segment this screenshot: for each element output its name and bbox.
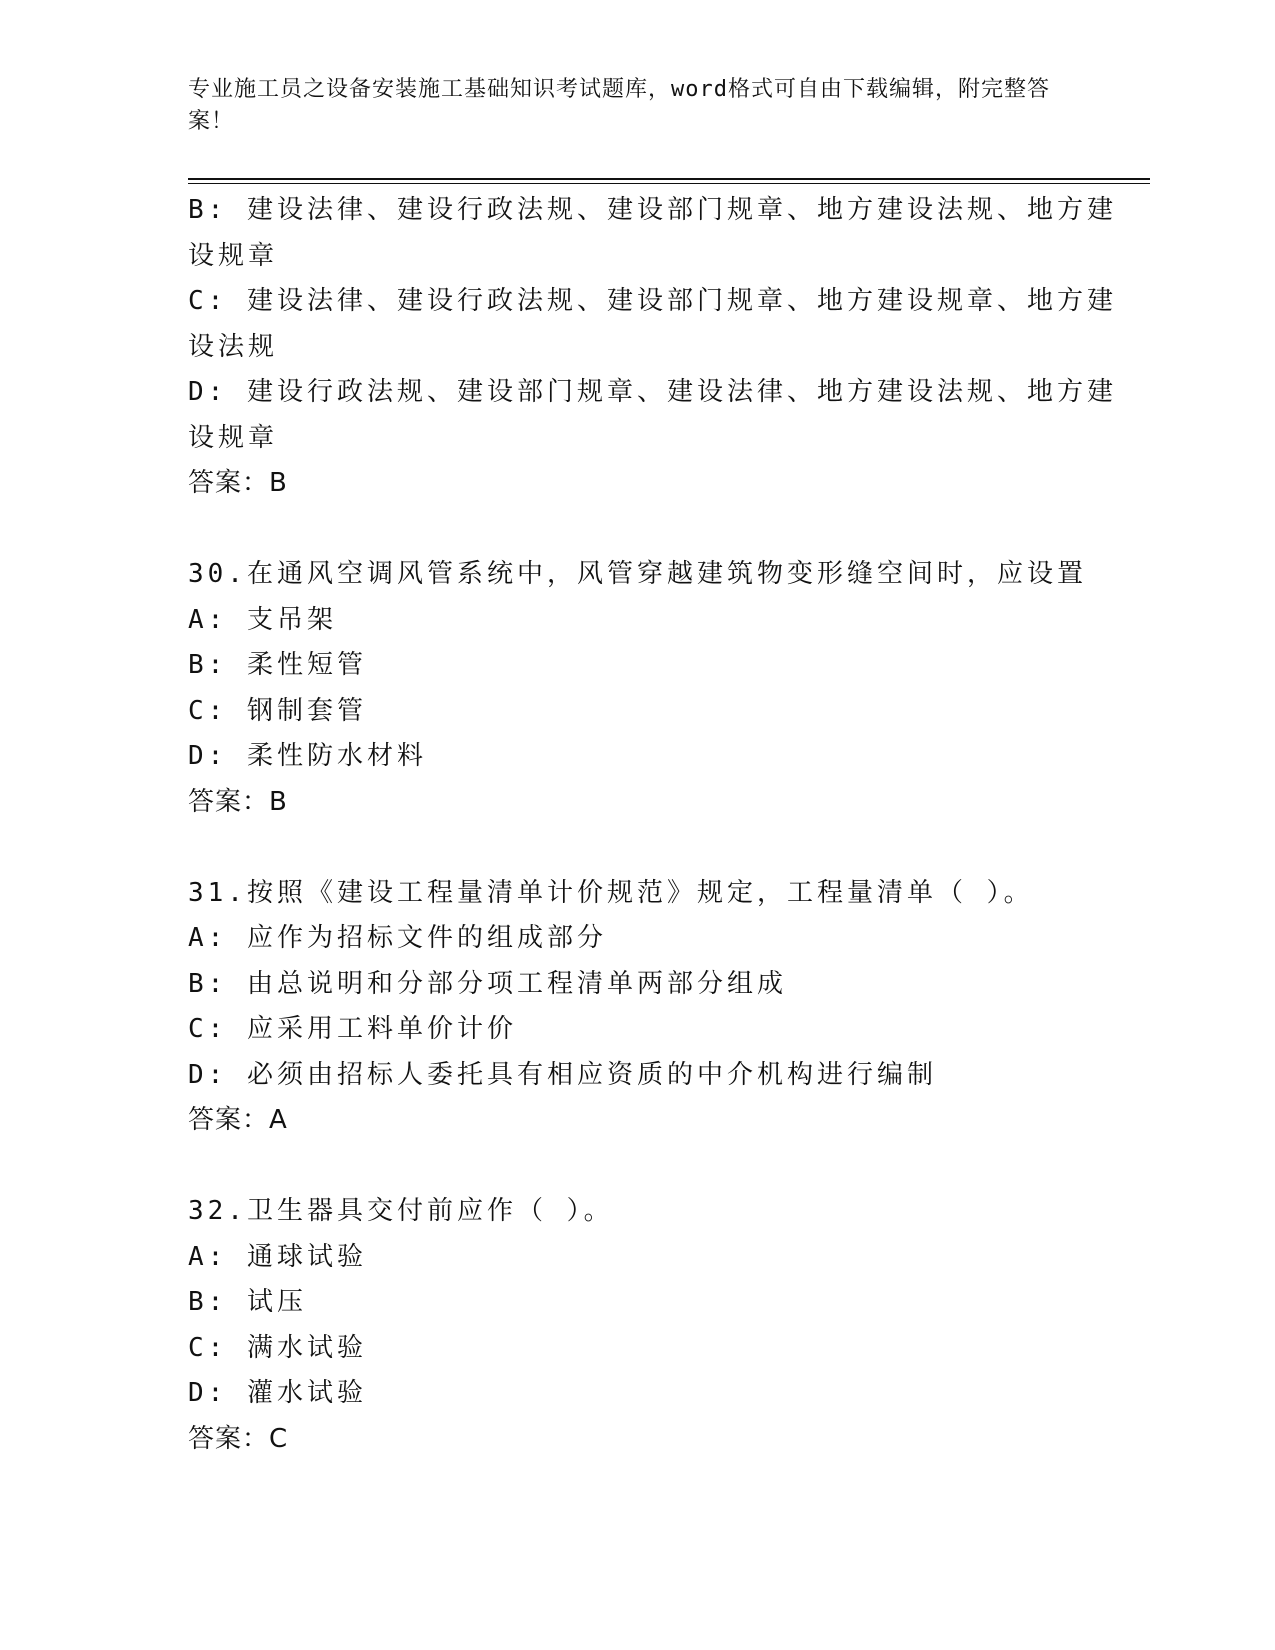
answer-line: 答案：B xyxy=(188,468,288,498)
header-rule-thick xyxy=(188,178,1150,180)
spacer xyxy=(188,1144,1088,1190)
answer-line: 答案：A xyxy=(188,1105,288,1135)
option-d: D: 必须由招标人委托具有相应资质的中介机构进行编制 xyxy=(188,1059,937,1090)
answer-line: 答案：C xyxy=(188,1423,289,1454)
question-stem: 31.按照《建设工程量清单计价规范》规定，工程量清单（ ）。 xyxy=(188,877,1034,908)
option-a: A: 应作为招标文件的组成部分 xyxy=(188,923,607,953)
header-rule-thin xyxy=(188,183,1150,184)
option-c: C: 钢制套管 xyxy=(188,695,367,726)
question-stem: 32.卫生器具交付前应作（ ）。 xyxy=(188,1196,614,1226)
question-31 xyxy=(188,871,1088,1144)
option-c-line1: C: 建设法律、建设行政法规、建设部门规章、地方建设规章、地方建 xyxy=(188,286,1117,316)
spacer xyxy=(188,825,1088,871)
question-stem: 30.在通风空调风管系统中，风管穿越建筑物变形缝空间时，应设置 xyxy=(188,559,1087,589)
option-b: B: 柔性短管 xyxy=(188,650,367,680)
option-c: C: 满水试验 xyxy=(188,1332,367,1363)
spacer xyxy=(188,507,1088,553)
option-c: C: 应采用工料单价计价 xyxy=(188,1014,517,1044)
option-b: B: 由总说明和分部分项工程清单两部分组成 xyxy=(188,968,787,999)
question-30 xyxy=(188,552,1088,825)
prev-question xyxy=(188,188,1117,507)
question-32 xyxy=(188,1189,1088,1462)
option-d-line1: D: 建设行政法规、建设部门规章、建设法律、地方建设法规、地方建 xyxy=(188,377,1117,407)
answer-line: 答案：B xyxy=(188,786,288,817)
option-b: B: 试压 xyxy=(188,1287,307,1317)
option-d: D: 柔性防水材料 xyxy=(188,741,427,771)
option-b-line1: B: 建设法律、建设行政法规、建设部门规章、地方建设法规、地方建 xyxy=(188,195,1117,225)
option-d-line2: 设规章 xyxy=(188,422,279,453)
document-body xyxy=(188,188,1117,1462)
document-header: 专业施工员之设备安装施工基础知识考试题库，word格式可自由下载编辑，附完整答案！ xyxy=(188,77,1050,134)
option-c-line2: 设法规 xyxy=(188,331,279,362)
option-d: D: 灌水试验 xyxy=(188,1378,367,1408)
option-a: A: 支吊架 xyxy=(188,604,337,635)
option-b-line2: 设规章 xyxy=(188,240,279,271)
option-a: A: 通球试验 xyxy=(188,1241,367,1272)
